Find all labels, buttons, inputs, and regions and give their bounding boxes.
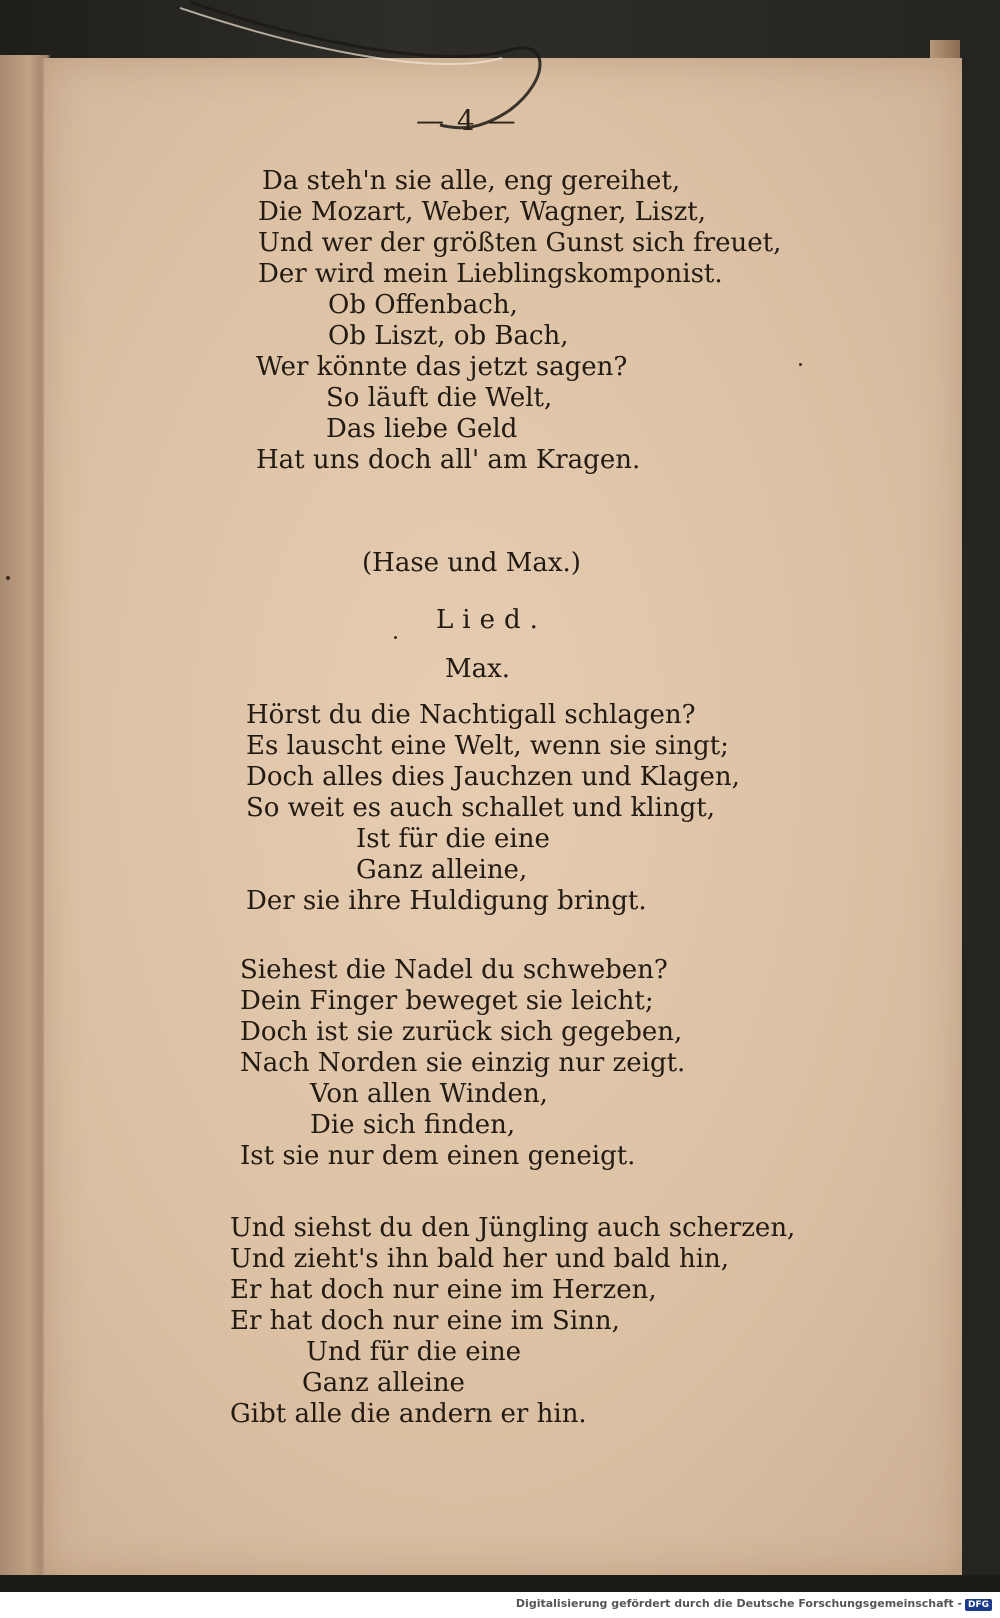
speaker-name: Max. bbox=[445, 654, 511, 684]
verse-line: Ganz alleine, bbox=[356, 855, 528, 885]
verse-line: Er hat doch nur eine im Herzen, bbox=[230, 1275, 657, 1305]
stanza-1 bbox=[246, 700, 740, 917]
ink-speck bbox=[6, 576, 10, 580]
stage-direction: (Hase und Max.) bbox=[362, 548, 581, 578]
stanza-intro bbox=[256, 166, 781, 476]
scan-bottom-edge bbox=[0, 1575, 1000, 1593]
verse-line: Dein Finger beweget sie leicht; bbox=[240, 986, 654, 1016]
verse-line: Die Mozart, Weber, Wagner, Liszt, bbox=[258, 197, 706, 227]
verse-line: So weit es auch schallet und klingt, bbox=[246, 793, 715, 823]
verse-line: Und für die eine bbox=[306, 1337, 522, 1367]
verse-line: Hörst du die Nachtigall schlagen? bbox=[246, 700, 696, 730]
song-title: Lied. bbox=[436, 605, 547, 635]
ink-speck bbox=[799, 363, 802, 366]
stanza-3 bbox=[230, 1213, 795, 1430]
verse-line: Siehest die Nadel du schweben? bbox=[240, 955, 668, 985]
ink-speck bbox=[394, 636, 397, 639]
verse-line: Der wird mein Lieblingskomponist. bbox=[258, 259, 723, 289]
verse-line: Ob Offenbach, bbox=[328, 290, 518, 320]
verse-line: Das liebe Geld bbox=[326, 414, 518, 444]
verse-line: Doch alles dies Jauchzen und Klagen, bbox=[246, 762, 740, 792]
verse-line: Und siehst du den Jüngling auch scherzen, bbox=[230, 1213, 796, 1243]
verse-line: Der sie ihre Huldigung bringt. bbox=[246, 886, 647, 916]
dfg-logo: DFG bbox=[965, 1599, 992, 1611]
verse-line: Nach Norden sie einzig nur zeigt. bbox=[240, 1048, 686, 1078]
credit-text: Digitalisierung gefördert durch die Deutsche Forschungsgemeinschaft - bbox=[515, 1597, 962, 1610]
verse-line: Es lauscht eine Welt, wenn sie singt; bbox=[246, 731, 729, 761]
page-number: — 4 — bbox=[416, 104, 518, 137]
verse-line: Da steh'n sie alle, eng gereihet, bbox=[262, 166, 681, 196]
verse-line: Und wer der größten Gunst sich freuet, bbox=[258, 228, 782, 258]
verse-line: Hat uns doch all' am Kragen. bbox=[256, 445, 641, 475]
verse-line: Von allen Winden, bbox=[310, 1079, 548, 1109]
verse-line: Ist für die eine bbox=[356, 824, 550, 854]
verse-line: Wer könnte das jetzt sagen? bbox=[256, 352, 628, 382]
verse-line: Doch ist sie zurück sich gegeben, bbox=[240, 1017, 683, 1047]
verse-line: Gibt alle die andern er hin. bbox=[230, 1399, 587, 1429]
verse-line: So läuft die Welt, bbox=[326, 383, 553, 413]
verse-line: Ganz alleine bbox=[302, 1368, 465, 1398]
digitization-credit bbox=[516, 1597, 992, 1611]
verse-line: Ist sie nur dem einen geneigt. bbox=[240, 1141, 636, 1171]
verse-line: Er hat doch nur eine im Sinn, bbox=[230, 1306, 620, 1336]
verse-line: Und zieht's ihn bald her und bald hin, bbox=[230, 1244, 730, 1274]
stanza-2 bbox=[240, 955, 685, 1172]
verse-line: Die sich finden, bbox=[310, 1110, 516, 1140]
verse-line: Ob Liszt, ob Bach, bbox=[328, 321, 569, 351]
